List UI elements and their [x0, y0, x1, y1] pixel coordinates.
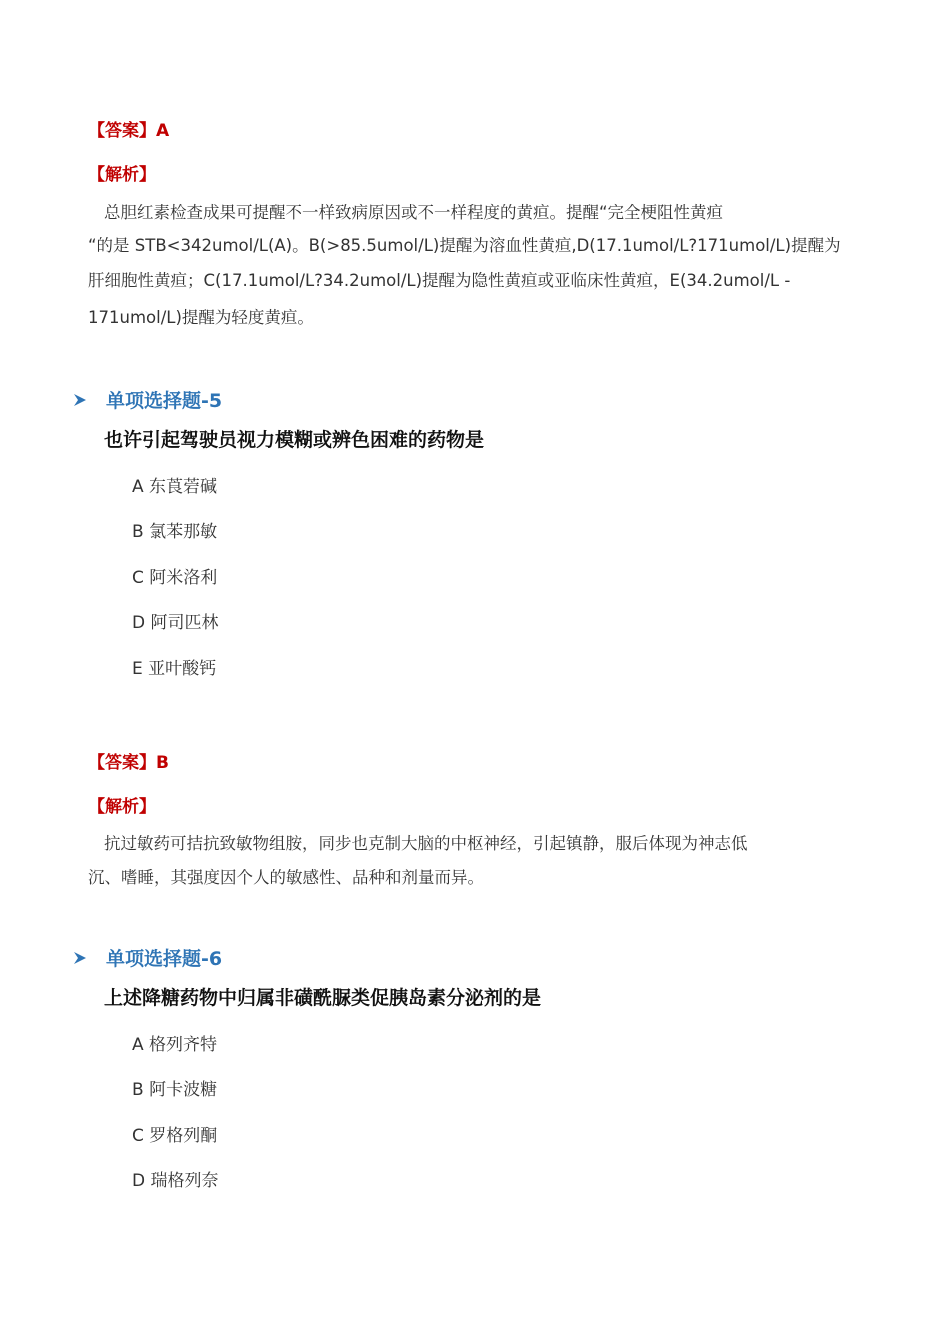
- analysis-line: 抗过敏药可拮抗致敏物组胺，同步也克制大脑的中枢神经，引起镇静，服后体现为神志低: [104, 834, 748, 853]
- option-b: B 阿卡波糖: [132, 1080, 218, 1100]
- section-title: 单项选择题-5: [106, 390, 223, 412]
- option-a: A 格列齐特: [132, 1035, 218, 1055]
- option-c: C 阿米洛利: [132, 568, 218, 588]
- question-text: 上述降糖药物中归属非磺酰脲类促胰岛素分泌剂的是: [104, 987, 542, 1009]
- answer-label: 【答案】A: [88, 121, 170, 141]
- arrow-bullet-icon: [72, 392, 88, 408]
- arrow-bullet-icon: [72, 950, 88, 966]
- section-heading: [72, 944, 222, 971]
- analysis-line: 沉、嗜睡，其强度因个人的敏感性、品种和剂量而异。: [88, 868, 484, 887]
- analysis-label: 【解析】: [88, 165, 156, 185]
- analysis-line: 总胆红素检查成果可提醒不一样致病原因或不一样程度的黄疸。提醒“完全梗阻性黄疸: [104, 203, 724, 222]
- question-text: 也许引起驾驶员视力模糊或辨色困难的药物是: [104, 429, 485, 451]
- section-heading: [72, 386, 222, 413]
- option-d: D 瑞格列奈: [132, 1171, 219, 1191]
- section-title: 单项选择题-6: [106, 948, 223, 970]
- analysis-line: 171umol/L)提醒为轻度黄疸。: [88, 308, 314, 327]
- option-c: C 罗格列酮: [132, 1126, 218, 1146]
- analysis-label: 【解析】: [88, 797, 156, 817]
- analysis-line: 肝细胞性黄疸；C(17.1umol/L?34.2umol/L)提醒为隐性黄疸或亚临床性黄疸，E(34.2umol/L -: [88, 271, 791, 290]
- option-e: E 亚叶酸钙: [132, 659, 217, 679]
- analysis-line: “的是 STB<342umol/L(A)。B(>85.5umol/L)提醒为溶血性黄疸,D(17.1umol/L?171umol/L)提醒为: [88, 236, 841, 255]
- answer-label: 【答案】B: [88, 753, 169, 773]
- option-d: D 阿司匹林: [132, 613, 219, 633]
- option-b: B 氯苯那敏: [132, 522, 218, 542]
- option-a: A 东莨菪碱: [132, 477, 218, 497]
